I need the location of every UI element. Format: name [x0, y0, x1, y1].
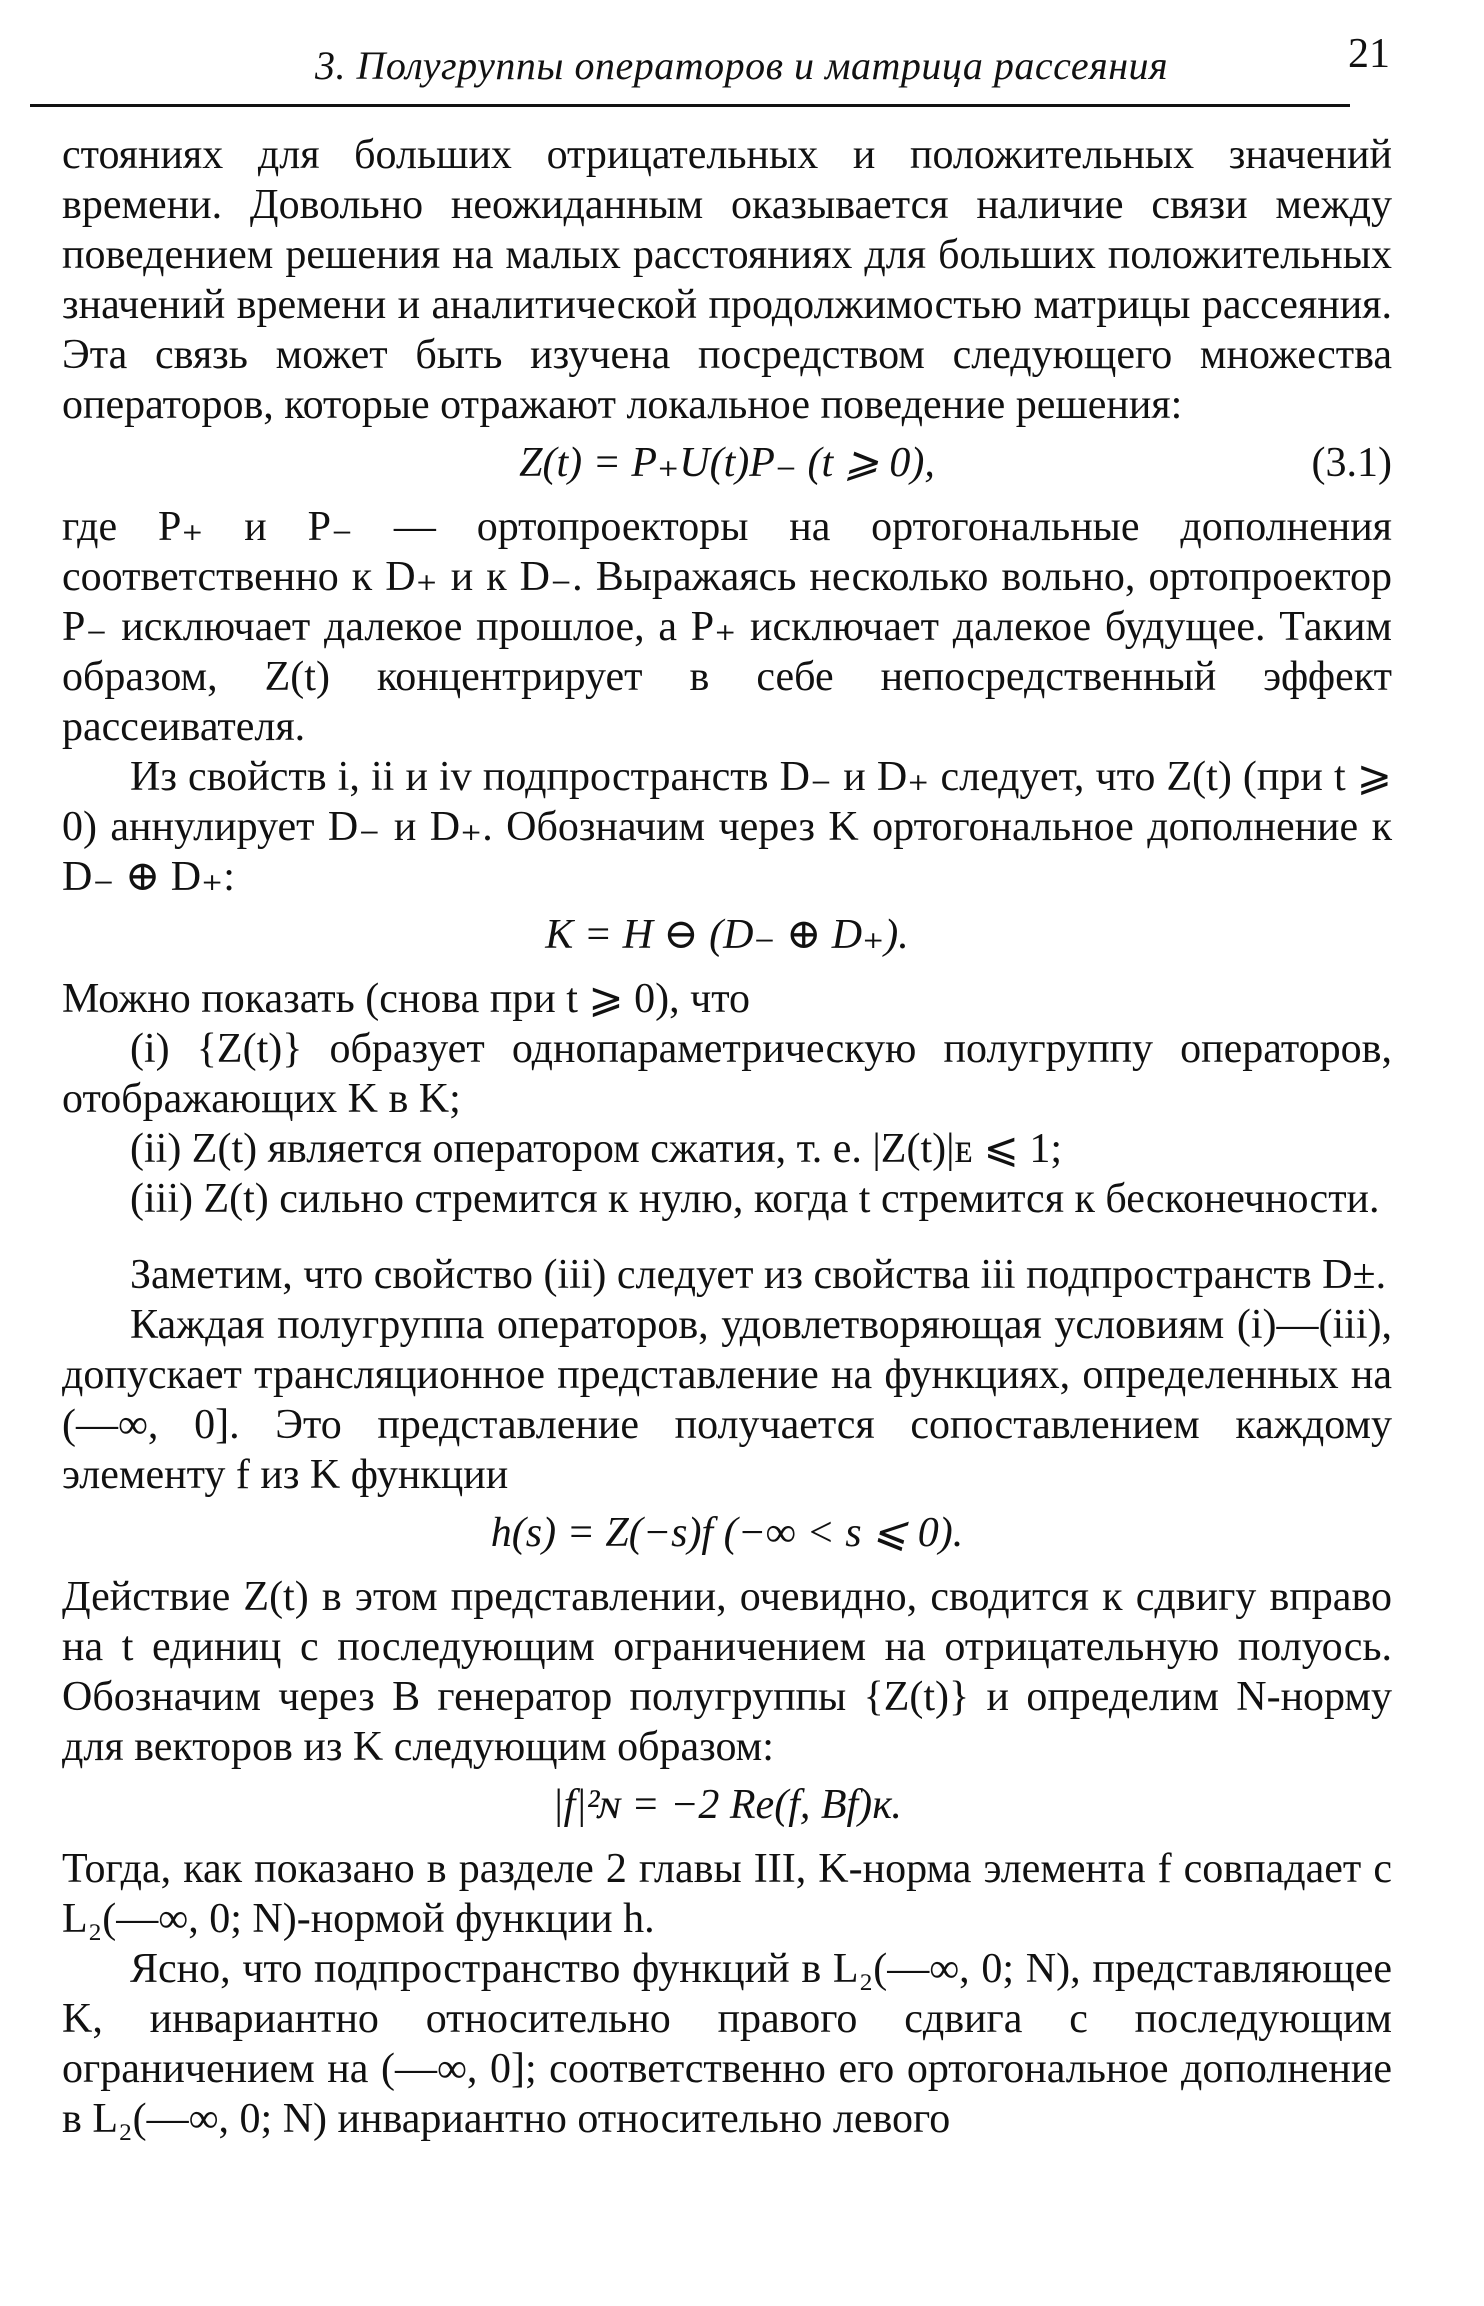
- paragraph-5: Заметим, что свойство (iii) следует из свойства iii подпространств D±.: [130, 1252, 1387, 1298]
- page-body: [62, 130, 1392, 2144]
- equation-number: (3.1): [1311, 440, 1392, 486]
- running-title: 3. Полугруппы операторов и матрица рассеяния: [315, 43, 1169, 88]
- equation-n-norm-text: |f|²ɴ = −2 Re(f, Bf)ᴋ.: [552, 1782, 902, 1828]
- equation-h-text: h(s) = Z(−s)f (−∞ < s ⩽ 0).: [490, 1510, 964, 1556]
- paragraph-3: Из свойств i, ii и iv подпространств D₋ и D₊ следует, что Z(t) (при t ⩾ 0) аннулирует D₋ и D₊. Обозначим через K ортогональное дополнение к D₋ ⊕ D₊:: [62, 754, 1392, 900]
- equation-k-definition: [62, 910, 1392, 962]
- paragraph-2: где P₊ и P₋ — ортопроекторы на ортогональные дополнения соответственно к D₊ и к D₋. Выражаясь несколько вольно, ортопроектор P₋ исключает далекое прошлое, а P₊ исключает далекое будущее. Таким образом, Z(t) концентрирует в себе непосредственный эффект рассеивателя.: [62, 504, 1392, 750]
- paragraph-7: Действие Z(t) в этом представлении, очевидно, сводится к сдвигу вправо на t единиц с последующим ограничением на отрицательную полуось. Обозначим через B генератор полугруппы {Z(t)} и определим N-норму для векторов из K следующим образом:: [62, 1574, 1392, 1770]
- paragraph-9: Ясно, что подпространство функций в L₂(—∞, 0; N), представляющее K, инвариантно относительно правого сдвига с последующим ограничением на (—∞, 0]; соответственно его ортогональное дополнение в L₂(—∞, 0; N) инвариантно относительно левого: [62, 1946, 1392, 2142]
- paragraph-6: Каждая полугруппа операторов, удовлетворяющая условиям (i)—(iii), допускает трансляционное представление на функциях, определенных на (—∞, 0]. Это представление получается сопоставлением каждому элементу f из K функции: [62, 1302, 1392, 1498]
- property-item-i: (i) {Z(t)} образует однопараметрическую полугруппу операторов, отображающих K в K;: [62, 1026, 1392, 1122]
- property-item-ii: (ii) Z(t) является оператором сжатия, т. е. |Z(t)|ᴇ ⩽ 1;: [130, 1126, 1063, 1172]
- equation-k-text: K = H ⊖ (D₋ ⊕ D₊).: [545, 912, 909, 958]
- paragraph-8: Тогда, как показано в разделе 2 главы III, K-норма элемента f совпадает с L₂(—∞, 0; N)-нормой функции h.: [62, 1846, 1392, 1942]
- paragraph-1: стояниях для больших отрицательных и положительных значений времени. Довольно неожиданным оказывается наличие связи между поведением решения на малых расстояниях для больших положительных значений времени и аналитической продолжимостью матрицы рассеяния. Эта связь может быть изучена посредством следующего множества операторов, которые отражают локальное поведение решения:: [62, 132, 1392, 428]
- paragraph-4: Можно показать (снова при t ⩾ 0), что: [62, 976, 751, 1022]
- equation-n-norm: [62, 1780, 1392, 1832]
- equation-h-definition: [62, 1508, 1392, 1560]
- spacer: [62, 1224, 1392, 1250]
- page-header: [30, 30, 1390, 110]
- header-rule: [30, 104, 1350, 107]
- page-number: 21: [1348, 31, 1390, 77]
- property-item-iii: (iii) Z(t) сильно стремится к нулю, когда t стремится к бесконечности.: [130, 1176, 1380, 1222]
- equation-3-1: [62, 438, 1392, 490]
- equation-3-1-text: Z(t) = P₊U(t)P₋ (t ⩾ 0),: [519, 440, 935, 486]
